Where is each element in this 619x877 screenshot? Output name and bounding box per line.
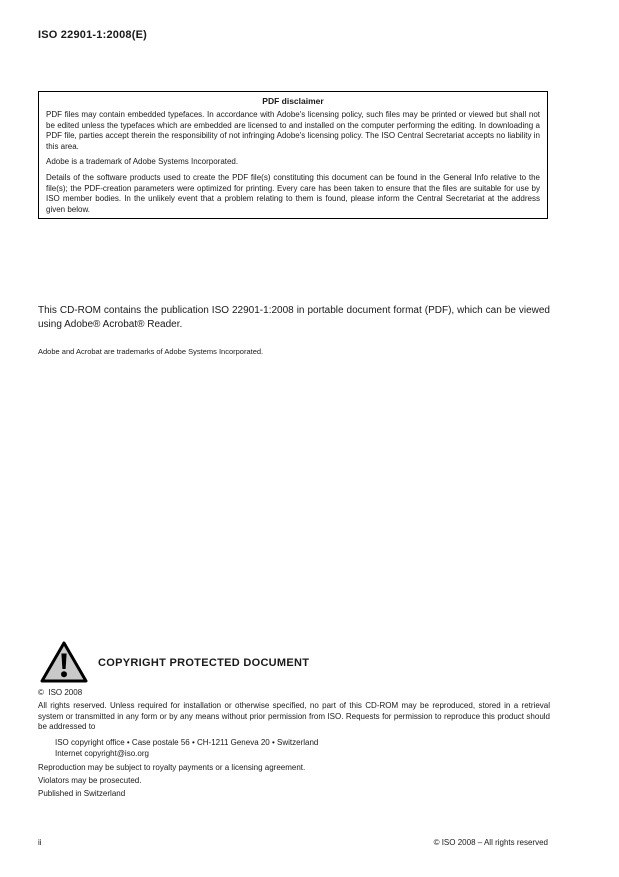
iso-copyright-email: Internet copyright@iso.org xyxy=(55,749,149,758)
pdf-disclaimer-box xyxy=(38,91,548,219)
disclaimer-paragraph: Details of the software products used to create the PDF file(s) constituting this document can be found in the General Info relative to the file(s); the PDF-creation parameters were optimized for printing. Every care has been taken to ensure that the files are suitable for use by ISO member bodies. In the unlikely event that a problem relating to them is found, please inform the Central Secretariat at the address given below. xyxy=(46,172,540,214)
cdrom-description-paragraph: This CD-ROM contains the publication ISO 22901-1:2008 in portable document format (PDF), which can be viewed using Adobe® Acrobat® Reader. xyxy=(38,305,550,330)
copyright-protected-heading: COPYRIGHT PROTECTED DOCUMENT xyxy=(98,656,310,669)
footer-copyright-notice: © ISO 2008 – All rights reserved xyxy=(433,838,548,847)
trademark-note: Adobe and Acrobat are trademarks of Adobe Systems Incorporated. xyxy=(38,347,264,356)
copyright-banner xyxy=(38,640,309,685)
copyright-year-line: © ISO 2008 xyxy=(38,688,83,697)
pdf-disclaimer-title: PDF disclaimer xyxy=(262,96,324,106)
disclaimer-paragraph: Adobe is a trademark of Adobe Systems Incorporated. xyxy=(46,157,239,167)
page-number: ii xyxy=(38,838,42,847)
published-note: Published in Switzerland xyxy=(38,789,126,798)
iso-copyright-office-address: ISO copyright office • Case postale 56 • CH-1211 Geneva 20 • Switzerland xyxy=(55,738,319,747)
warning-triangle-icon xyxy=(39,640,89,685)
violators-note: Violators may be prosecuted. xyxy=(38,776,142,785)
royalty-note: Reproduction may be subject to royalty payments or a licensing agreement. xyxy=(38,763,306,772)
all-rights-reserved-paragraph: All rights reserved. Unless required for installation or otherwise specified, no part of this CD-ROM may be reproduced, stored in a retrieval system or transmitted in any form or by any means without prior permission from ISO. Requests for permission to reproduce this product should be addressed to xyxy=(38,701,550,732)
iso-address-block xyxy=(55,737,318,759)
disclaimer-paragraph: PDF files may contain embedded typefaces. In accordance with Adobe's licensing policy, such files may be printed or viewed but shall not be edited unless the typefaces which are embedded are licensed to and installed on the computer performing the editing. In downloading a PDF file, parties accept therein the responsibility of not infringing Adobe's licensing policy. The ISO Central Secretariat accepts no liability in this area. xyxy=(46,110,540,151)
document-reference-header: ISO 22901-1:2008(E) xyxy=(38,29,147,41)
page-footer xyxy=(38,838,548,847)
legal-notes-block xyxy=(38,761,305,800)
